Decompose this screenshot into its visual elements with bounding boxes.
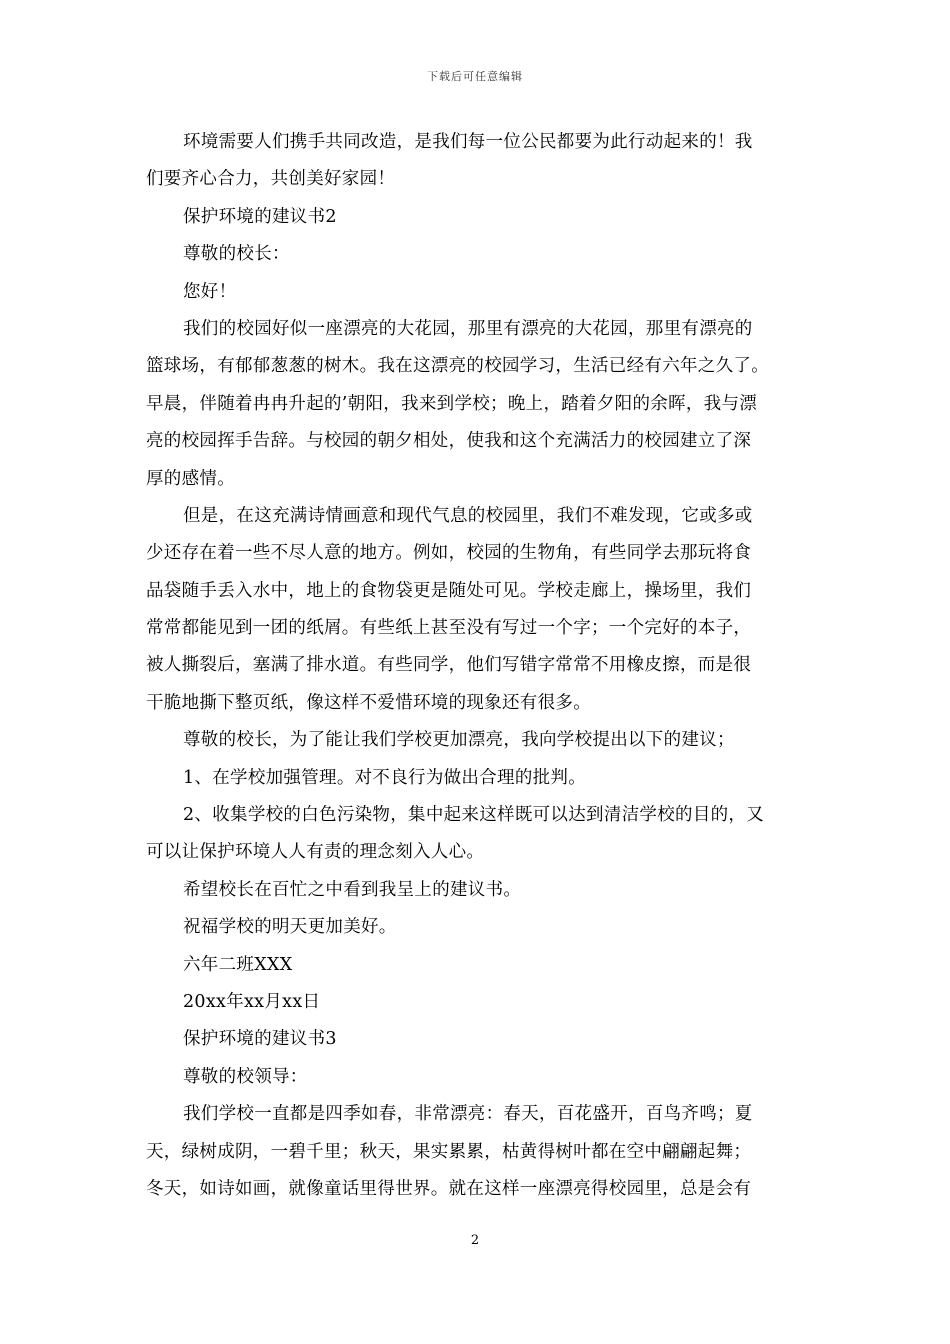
section-title: 保护环境的建议书3 bbox=[183, 1029, 337, 1050]
paragraph-line: 干脆地撕下整页纸，像这样不爱惜环境的现象还有很多。 bbox=[146, 692, 591, 713]
document-body bbox=[146, 124, 806, 1208]
paragraph-line: 祝福学校的明天更加美好。 bbox=[183, 917, 397, 938]
paragraph-line: 早晨，伴随着冉冉升起的’朝阳，我来到学校；晚上，踏着夕阳的余晖，我与漂 bbox=[146, 393, 758, 414]
paragraph-line: 冬天，如诗如画，就像童话里得世界。就在这样一座漂亮得校园里，总是会有 bbox=[146, 1178, 752, 1199]
section-title: 保护环境的建议书2 bbox=[183, 206, 337, 227]
paragraph-line: 希望校长在百忙之中看到我呈上的建议书。 bbox=[183, 879, 522, 900]
signature: 六年二班XXX bbox=[183, 954, 293, 975]
paragraph-line: 们要齐心合力，共创美好家园！ bbox=[146, 169, 396, 190]
page-number: 2 bbox=[470, 1233, 480, 1248]
salutation: 尊敬的校领导： bbox=[183, 1066, 308, 1087]
paragraph-line: 厚的感情。 bbox=[146, 468, 235, 489]
header-note: 下载后可任意编辑 bbox=[427, 70, 523, 83]
list-item: 2、收集学校的白色污染物，集中起来这样既可以达到清洁学校的目的，又 bbox=[183, 805, 765, 826]
list-item: 1、在学校加强管理。对不良行为做出合理的批判。 bbox=[183, 767, 587, 788]
paragraph-line: 可以让保护环境人人有责的理念刻入人心。 bbox=[146, 842, 485, 863]
paragraph-line: 常常都能见到一团的纸屑。有些纸上甚至没有写过一个字；一个完好的本子， bbox=[146, 618, 752, 639]
paragraph-line: 我们的校园好似一座漂亮的大花园，那里有漂亮的大花园，那里有漂亮的 bbox=[183, 318, 753, 339]
paragraph-line: 天，绿树成阴，一碧千里；秋天，果实累累，枯黄得树叶都在空中翩翩起舞； bbox=[146, 1141, 752, 1162]
salutation: 尊敬的校长： bbox=[183, 244, 290, 265]
date: 20xx年xx月xx日 bbox=[183, 991, 321, 1012]
paragraph-line: 但是，在这充满诗情画意和现代气息的校园里，我们不难发现，它或多或 bbox=[183, 505, 753, 526]
paragraph-line: 我们学校一直都是四季如春，非常漂亮：春天，百花盛开，百鸟齐鸣；夏 bbox=[183, 1104, 753, 1125]
paragraph-line: 尊敬的校长，为了能让我们学校更加漂亮，我向学校提出以下的建议； bbox=[183, 730, 735, 751]
paragraph-line: 少还存在着一些不尽人意的地方。例如，校园的生物角，有些同学去那玩将食 bbox=[146, 543, 752, 564]
paragraph-line: 品袋随手丢入水中，地上的食物袋更是随处可见。学校走廊上，操场里，我们 bbox=[146, 580, 752, 601]
paragraph-line: 亮的校园挥手告辞。与校园的朝夕相处，使我和这个充满活力的校园建立了深 bbox=[146, 431, 752, 452]
paragraph-line: 被人撕裂后，塞满了排水道。有些同学，他们写错字常常不用橡皮擦，而是很 bbox=[146, 655, 752, 676]
greeting: 您好！ bbox=[183, 281, 237, 302]
paragraph-line: 篮球场，有郁郁葱葱的树木。我在这漂亮的校园学习，生活已经有六年之久了。 bbox=[146, 356, 769, 377]
paragraph-line: 环境需要人们携手共同改造，是我们每一位公民都要为此行动起来的！我 bbox=[183, 132, 753, 152]
